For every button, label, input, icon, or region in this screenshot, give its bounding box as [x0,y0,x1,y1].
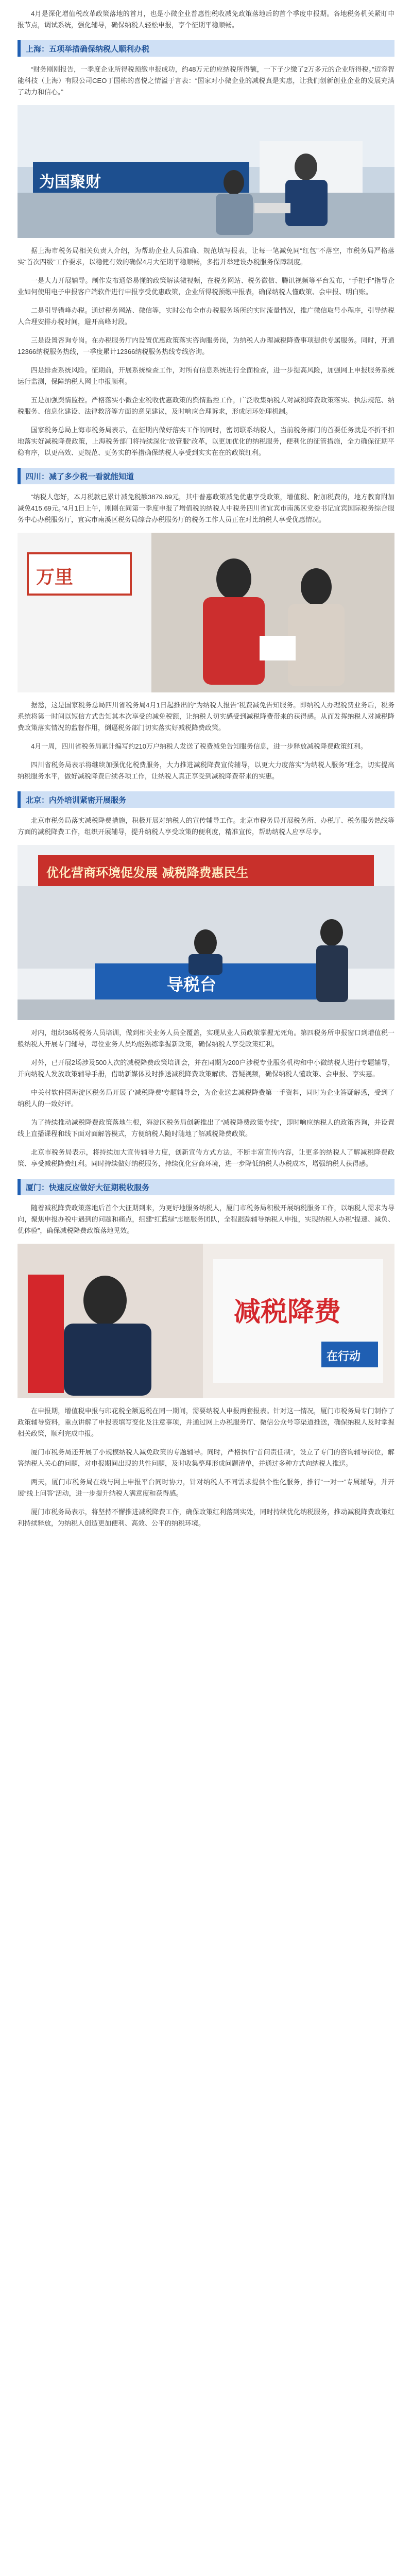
shanghai-tax-hall-photo [18,105,394,238]
xiamen-photo-sign-2: 在行动 [327,1350,361,1363]
shanghai-paragraph-4: 二是引导错峰办税。通过税务网站、微信等，实时公布全市办税服务场所的实时流量情况，推广微信取号小程序，引导纳税人合理安排办税时间，避开高峰时段。 [18,307,394,326]
shanghai-paragraph-6: 四是排查系统风险。征期前，开展系统检查工作，对所有信息系统进行全面检查，进一步提高风险，加强网上申报服务系统运行监测，保障纳税人网上申报顺利。 [18,366,394,385]
shanghai-paragraph-7: 五是加强舆情监控。严格落实小微企业税收优惠政策的舆情监控工作，广泛收集纳税人对减税降费政策落实、执法规范、纳税服务、信息化建设、法律救济等方面的意见建议，及时响应合理诉求，形成闭环处理机制。 [18,396,394,415]
beijing-paragraph-2: 对内，组织36场税务人员培训，做到相关业务人员全覆盖，实现从业人员政策掌握无死角。第四税务所申报窗口到增值税一般纳税人开展专门辅导，每位业务人员均能熟练掌握新政策，确保纳税人享受政策红利。 [18,1029,394,1048]
xiamen-tax-hall-photo [18,1244,394,1398]
beijing-paragraph-6: 北京市税务局表示，将持续加大宣传辅导力度，创新宣传方式方法，不断丰富宣传内容，让更多的纳税人了解减税降费政策、享受减税降费红利。同时持续做好纳税服务，持续优化营商环境，进一步降低纳税人办税成本，增强纳税人获得感。 [18,1148,394,1167]
beijing-paragraph-3: 对外，已开展2场涉及500人次的减税降费政策培训会，并在同期为200户涉税专业服务机构和中小微纳税人进行专题辅导，并向纳税人发放政策辅导手册，借助新媒体及时推送减税降费政策解读、答疑视频，确保纳税人懂政策、会申报、享实惠。 [18,1059,394,1078]
section-header-sichuan: 四川：减了多少税一看就能知道 [18,468,394,484]
xiamen-paragraph-2: 在申报期，增值税申报与印花税全额退税在同一期间，需要纳税人申报两套报表。针对这一情况，厦门市税务局专门制作了政策辅导资料，重点讲解了申报表填写变化及注意事项，并通过网上办税服务厅、微信公众号等渠道推送，确保纳税人及时掌握相关政策，顺利完成申报。 [18,1407,394,1437]
sichuan-paragraph-2: 据悉，这是国家税务总局四川省税务局4月1日起推出的“为纳税人报告”税费减免告知服务。即纳税人办理税费业务后，税务系统将第一时间以短信方式告知其本次享受的减免税额，让纳税人切实感受到减税降费带来的获得感。从而发挥纳税人对减税降费政策落实情况的监督作用，倒逼税务部门切实落实好减税降费政策。 [18,701,394,732]
sichuan-paragraph-1: “纳税人您好，本月税款已累计减免税额3879.69元，其中普惠政策减免优惠享受政策，增值税、附加税费的，地方教育附加减免415.69元。”4月1日上午，刚刚在同第一季度申报了增值税的纳税人中税务四川省宜宾市南溪区党委书记宜宾国际税务综合服务中心办税服务厅，宜宾市南溪区税务局综合办税服务厅的税务工作人员正在对比纳税人享受优惠情况。 [18,493,394,523]
section-header-beijing: 北京：内外培训紧密开展服务 [18,791,394,808]
beijing-tax-hall-photo [18,845,394,1020]
section-header-shanghai: 上海：五项举措确保纳税人顺利办税 [18,40,394,57]
beijing-paragraph-5: 为了持续推动减税降费政策落地生根，海淀区税务局创新推出了“减税降费政策专线”，即时响应纳税人的政策咨询，并设置线上直播课程和线下面对面解答模式，方便纳税人随时随地了解减税降费政策。 [18,1118,394,1138]
shanghai-paragraph-5: 三是设置咨询专岗。在办税服务厅内设置优惠政策落实咨询服务岗，为纳税人办理减税降费事项提供专属服务。同时，开通12366纳税服务热线，一季度累计12366纳税服务热线专线咨询。 [18,336,394,355]
xiamen-paragraph-5: 厦门市税务局表示，将坚持不懈推进减税降费工作，确保政策红利落到实处，同时持续优化纳税服务，推动减税降费政策红利持续释放，为纳税人创造更加便利、高效、公平的纳税环境。 [18,1508,394,1527]
beijing-paragraph-1: 北京市税务局落实减税降费措施，积极开展对纳税人的宣传辅导工作。北京市税务局开展税务所、办税厅、税务服务热线等方面的减税降费工作，组织开展辅导，提升纳税人享受政策的便利度，精准宣传，帮助纳税人应享尽享。 [18,817,394,836]
xiamen-paragraph-4: 两天，厦门市税务局在线与网上申报平台同时协力，针对纳税人不同需求提供个性化服务，推行“一对一”专属辅导，并开展“线上问答”活动，进一步提升纳税人满意度和获得感。 [18,1478,394,1497]
sichuan-photo-sign: 万里 [36,567,74,588]
xiamen-paragraph-3: 厦门市税务局还开展了小规模纳税人减免政策的专题辅导。同时，严格执行“首问责任制”，设立了专门的咨询辅导岗位，解答纳税人关心的问题，对申报期间出现的共性问题，及时收集整理形成问题清单，并通过多种方式向纳税人推送。 [18,1448,394,1467]
section-header-xiamen: 厦门：快速反应做好大征期税收服务 [18,1179,394,1195]
xiamen-paragraph-1: 随着减税降费政策落地后首个大征期到来，为更好地服务纳税人，厦门市税务局积极开展纳税服务工作，以纳税人需求为导向，聚焦申报办税中遇到的问题和痛点，组建“红蓝绿”志愿服务团队，全程跟踪辅导纳税人申报，实现纳税人办税“提速、减负、优体验”，确保减税降费政策落地见效。 [18,1204,394,1234]
xiamen-photo-sign: 减税降费 [234,1297,341,1328]
beijing-paragraph-4: 中关村软件园海淀区税务局开展了‘减税降费’专题辅导会，为企业送去减税降费第一手资料，同时为企业答疑解惑，受到了纳税人的一致好评。 [18,1089,394,1108]
shanghai-paragraph-2: 据上海市税务局相关负责人介绍，为帮助企业人员准确、规范填写报表，让每一笔减免同“红包”不落空，市税务局严格落实“首次四级”工作要求，以稳健有效的确保4月大征期平稳顺畅，多措并举建设办税服务保障制度。 [18,247,394,266]
sichuan-paragraph-3: 4月一周，四川省税务局累计编写约210万户纳税人发送了税费减免告知服务信息，进一步释放减税降费政策红利。 [31,742,367,750]
shanghai-paragraph-3: 一是大力开展辅导。制作发布通俗易懂的政策解读微视频，在税务网站、税务微信、腾讯视频等平台发布，“手把手”指导企业如何使用电子申报客户端软件进行申报享受优惠政策，企业所得税预缴申报表，确保纳税人懂政策、会申报、明白账。 [18,277,394,296]
beijing-photo-sign: 导税台 [167,975,217,994]
sichuan-paragraph-4: 四川省税务局表示将继续加强优化税费服务，大力推进减税降费宣传辅导，以更大力度落实“为纳税人服务”理念，切实提高纳税服务水平，做好减税降费后续各项工作，让纳税人真正享受到减税降费带来的实惠。 [18,761,394,780]
shanghai-paragraph-8: 国家税务总局上海市税务局表示，在征期内做好落实工作的同时，密切联系纳税人，当前税务部门的首要任务就是不折不扣地落实好减税降费政策，上海税务部门将持续深化“放管服”改革，以更加优化的纳税服务，便利化的征管措施，全力确保征期平稳有序，以更高效、更规范、更务实的举措确保纳税人享受到实实在在的政策红利。 [18,426,394,456]
beijing-photo-banner: 优化营商环境促发展 减税降费惠民生 [46,866,249,880]
shanghai-photo-sign: 为国聚财 [39,173,101,191]
sichuan-tax-hall-photo [18,533,394,692]
shanghai-paragraph-1: “财务刚刚报告，一季度企业所得税预缴申报成功，约48万元的应纳税所得额，一下子少缴了2万多元的企业所得税。”迈容智能科技（上海）有限公司CEO丁国栋的喜悦之情溢于言表：“国家对小微企业的减税真是实惠，让我们创新创业企业的发展充满了动力和信心。” [18,65,394,96]
intro-paragraph: 4月是深化增值税改革政策落地的首月，也是小微企业普惠性税收减免政策落地后的首个季度申报期。各地税务机关紧盯申报节点，调试系统，强化辅导，确保纳税人轻松申报，享个征期平稳顺畅。 [18,10,394,29]
